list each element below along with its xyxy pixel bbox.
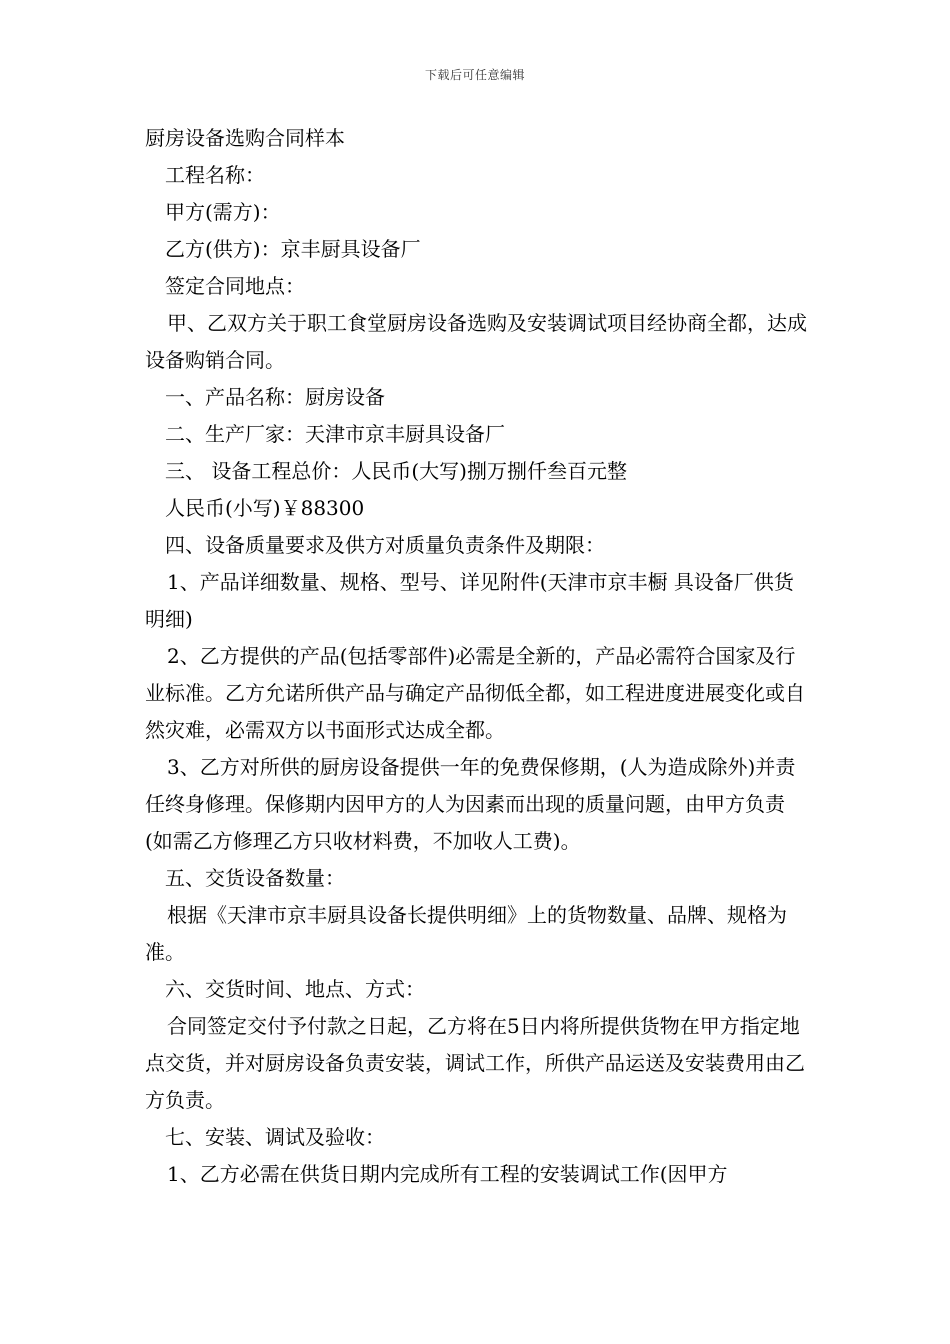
paragraph: 3、乙方对所供的厨房设备提供一年的免费保修期，(人为造成除外)并责任终身修理。保修期内因甲方的人为因素而出现的质量问题，由甲方负责(如需乙方修理乙方只收材料费，不加收人工费)。 [145,755,796,853]
paragraph: 甲方(需方)： [165,200,281,224]
document-body [145,120,810,1193]
page-header: 下载后可任意编辑 [424,68,525,82]
paragraph: 1、乙方必需在供货日期内完成所有工程的安装调试工作(因甲方 [167,1162,728,1186]
paragraph: 七、安装、调试及验收： [165,1125,385,1149]
paragraph: 签定合同地点： [165,274,305,298]
paragraph: 工程名称： [165,163,265,187]
paragraph: 四、设备质量要求及供方对质量负责条件及期限： [165,533,605,557]
paragraph: 根据《天津市京丰厨具设备长提供明细》上的货物数量、品牌、规格为准。 [145,903,787,964]
paragraph: 三、 设备工程总价：人民币(大写)捌万捌仟叁百元整 [165,459,627,483]
paragraph: 甲、乙双方关于职工食堂厨房设备选购及安装调试项目经协商全都，达成设备购销合同。 [145,311,807,372]
paragraph: 2、乙方提供的产品(包括零部件)必需是全新的，产品必需符合国家及行业标准。乙方允诺所供产品与确定产品彻低全都，如工程进度进展变化或自然灾难，必需双方以书面形式达成全都。 [145,644,805,742]
paragraph: 一、产品名称：厨房设备 [165,385,385,409]
document-title: 厨房设备选购合同样本 [145,126,345,150]
paragraph: 二、生产厂家：天津市京丰厨具设备厂 [165,422,505,446]
paragraph: 乙方(供方)：京丰厨具设备厂 [165,237,421,261]
paragraph: 五、交货设备数量： [165,866,345,890]
paragraph: 合同签定交付予付款之日起，乙方将在5日内将所提供货物在甲方指定地点交货，并对厨房设备负责安装，调试工作，所供产品运送及安装费用由乙方负责。 [145,1014,805,1112]
paragraph: 1、产品详细数量、规格、型号、详见附件(天津市京丰橱 具设备厂供货明细) [145,570,794,631]
paragraph: 六、交货时间、地点、方式： [165,977,425,1001]
paragraph: 人民币(小写)￥88300 [165,496,365,520]
